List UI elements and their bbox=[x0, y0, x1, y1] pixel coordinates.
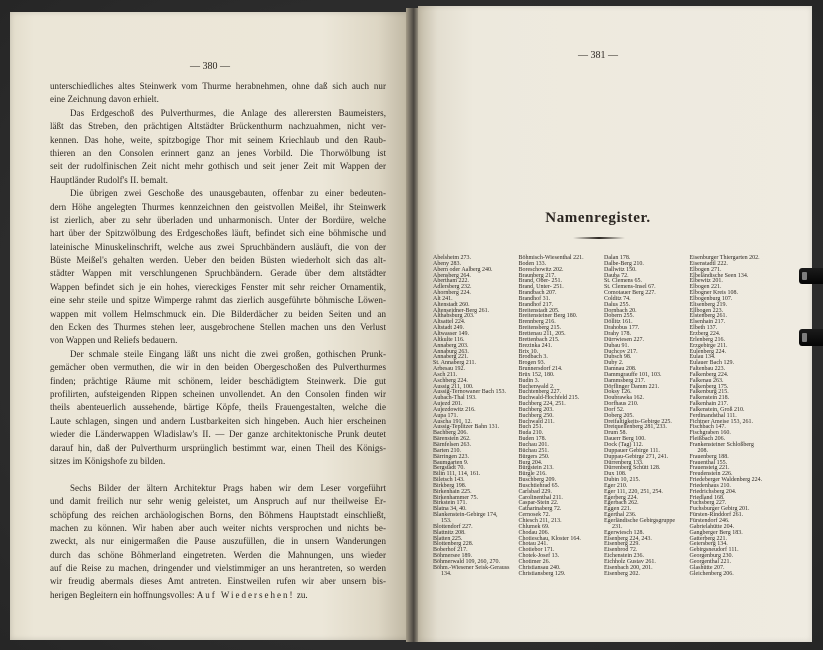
index-column bbox=[519, 256, 601, 577]
index-entry: Chotiebor 171. bbox=[518, 547, 555, 554]
paragraph bbox=[50, 187, 386, 348]
index-entry: Cernosek 72. bbox=[518, 512, 551, 519]
paragraph bbox=[50, 348, 386, 469]
text-line: von Wappen und Reliefs bedauern. bbox=[50, 335, 178, 346]
index-entry: Aubach-Thal 193. bbox=[433, 395, 477, 402]
text-line: eine sehr steile und spitze Wimperge rahmt das zierlich ausgeführte böhmische Löwen- bbox=[50, 295, 386, 306]
index-entry: Dux 108. bbox=[604, 471, 627, 478]
index-entry: Ahornberg 224. bbox=[433, 290, 471, 297]
index-entry: Chodau 206. bbox=[518, 529, 550, 536]
index-entry: Abern oder Aalberg 240. bbox=[433, 266, 493, 273]
index-entry: Brunnersdorf 214. bbox=[518, 366, 563, 373]
index-entry: Elbogenburg 107. bbox=[689, 295, 733, 302]
index-entry: Dörflinger Damm 221. bbox=[604, 383, 660, 390]
index-entry: Elbogen 271. bbox=[689, 266, 722, 273]
index-entry: Eggen 221. bbox=[604, 506, 632, 513]
index-entry: Buden 178. bbox=[518, 436, 547, 443]
index-entry: Chiesch 211, 213. bbox=[518, 517, 562, 524]
text-line: Sechs Bilder der ältern Architektur Prags haben wir dem Leser vorgeführt bbox=[70, 482, 386, 493]
index-entry: Altenseidner-Berg 261. bbox=[433, 307, 490, 314]
index-entry: Burg 204. bbox=[518, 459, 543, 466]
index-entry: Aujezd 201. bbox=[433, 401, 463, 408]
index-entry: Frankensteiner Schloßberg bbox=[689, 442, 754, 448]
index-entry: Falkenhain 217. bbox=[689, 401, 729, 408]
index-entry: Bärringen 223. bbox=[433, 453, 469, 460]
index-entry: Chlumek 69. bbox=[518, 523, 550, 530]
left-page bbox=[10, 12, 410, 640]
text-line: dern Höhe angelegten Thurmes kennzeichnen den geistvollen Meißel, ihr Steinwerk bbox=[50, 201, 386, 212]
index-entry: Braunberg 217. bbox=[518, 272, 556, 279]
index-entry: Brand, Unter- 251. bbox=[518, 284, 564, 291]
index-entry: Fuchsburger Gebirg 201. bbox=[689, 506, 750, 513]
index-entry: Chotimer 26. bbox=[518, 558, 551, 565]
index-entry: Aujezdowitz 216. bbox=[433, 406, 476, 413]
index-entry: Baumgarten 9. bbox=[433, 459, 469, 466]
index-column bbox=[604, 256, 686, 577]
index-entry: Boden 133. bbox=[518, 260, 547, 267]
index-entry: Egerthal 236. bbox=[604, 512, 637, 519]
index-entry: Dürrenberg 133. bbox=[604, 459, 644, 466]
index-entry: Böhm.-Wiesener Seisk-Gerauss bbox=[433, 564, 510, 571]
index-entry: Dürrwiesen 227. bbox=[604, 336, 644, 343]
index-entry: Buda 210. bbox=[518, 430, 544, 437]
text-line: Das Erdgeschoß des Pulverthurmes, die Anlage des allerersten Baumeisters, bbox=[70, 107, 386, 118]
index-entry: Boreschowitz 202. bbox=[518, 266, 564, 273]
index-entry: Fichtner Ameise 153, 261. bbox=[689, 418, 753, 425]
index-entry: Georgenthal 221. bbox=[689, 558, 732, 565]
index-entry: Fischgraben 160. bbox=[689, 430, 731, 437]
index-entry: Comotauer Berg 227. bbox=[604, 290, 656, 297]
index-entry: Georgenburg 230. bbox=[689, 553, 733, 560]
index-entry: Chotek-Josef 13. bbox=[518, 553, 560, 560]
index-entry: 231. bbox=[612, 523, 623, 530]
index-entry: Abertham 222. bbox=[433, 278, 469, 285]
text-line: zweckt, als nur einigermaßen die Pause auszufüllen, die in unsern Wanderungen bbox=[50, 536, 386, 547]
index-entry: Blattnitz 208. bbox=[433, 529, 466, 536]
index-entry: Breitensteiner Berg 180. bbox=[518, 313, 578, 320]
index-entry: Bärnfelsen 263. bbox=[433, 442, 471, 448]
index-entry: Brandhof 31. bbox=[518, 295, 551, 302]
index-entry: Eisenbach 200, 201. bbox=[604, 564, 653, 571]
index-entry: Elbogner Kreis 108. bbox=[689, 290, 738, 297]
text-line: Die übrigen zwei Geschoße des unausgebauten, offenbar zu einer bedeuten- bbox=[70, 188, 386, 199]
index-entry: Bürgstein 213. bbox=[518, 465, 554, 472]
text-line: wappen mit vollem Helmschmuck ein. Die Bilderdächer zu beiden Seiten und an bbox=[50, 308, 386, 319]
text-line: finden; prächtige Räume mit schönem, leider beschädigtem Steinwerk. Die gut bbox=[50, 375, 386, 386]
index-entry: Eisenstadtl 222. bbox=[689, 260, 728, 267]
index-entry: Bilin 111, 114, 161. bbox=[433, 471, 481, 478]
index-entry: Friedeberger Waldenberg 224. bbox=[689, 477, 763, 484]
index-entry: Friedrichsberg 204. bbox=[689, 488, 737, 495]
index-entry: Fuchsberg 227. bbox=[689, 500, 727, 507]
index-entry: Aussig-Teplitzer Bahn 131. bbox=[433, 424, 500, 431]
index-entry: Böhmersee 189. bbox=[433, 553, 472, 560]
index-entry: Frauensteig 221. bbox=[689, 465, 730, 472]
index-entry: Buchberg 250. bbox=[518, 412, 554, 419]
closing-spaced: Auf Wiedersehen! bbox=[196, 589, 295, 600]
text-line: wieder die Länderwappen Wladislaw's II. — Der ganze architektonische Prunk deutet bbox=[50, 429, 386, 440]
index-entry: Elbewitz 201. bbox=[689, 278, 723, 285]
text-line: theils abenteuerlich aussehende, bärtige Köpfe, theils Frauengestalten, welche die bbox=[50, 402, 386, 413]
index-entry: Gebirgsneudorf 111. bbox=[689, 547, 739, 554]
index-entry: Dauerr Berg 100. bbox=[604, 436, 646, 443]
index-entry: Dock (Tag) 112. bbox=[604, 442, 644, 448]
text-line: wir freudig abermals dieses Amt antreten. Einstweilen rufen wir aber unsern bis- bbox=[50, 576, 386, 587]
page-title: Namenregister. bbox=[545, 210, 651, 226]
index-entry: Dreifaltigkeits-Gebirge 225. bbox=[604, 418, 672, 425]
index-entry: Dornbach 20. bbox=[604, 307, 637, 314]
index-entry: Elbeländische Seen 134. bbox=[689, 272, 749, 279]
index-entry: Fischbach 147. bbox=[689, 424, 726, 431]
index-entry: Falkenberg 224. bbox=[689, 371, 729, 378]
index-entry: Bergstadt 70. bbox=[433, 465, 465, 472]
index-entry: Eisenburger Thiergarten 202. bbox=[689, 255, 760, 261]
index-entry: Buchberg 224, 251. bbox=[518, 401, 566, 408]
text-line: Wappen befindet sich je ein hohes, viereckiges Fenster mit sehr reicher Ornamentik, bbox=[50, 281, 386, 292]
index-entry: Falkenstein, Groß 210. bbox=[689, 406, 745, 413]
index-entry: Carolinenthal 211. bbox=[518, 494, 563, 501]
index-entry: Dreiquellenberg 281, 233. bbox=[604, 424, 667, 431]
index-entry: Dalus 255. bbox=[604, 301, 630, 308]
text-line: thieren an den Consolen erinnert ganz an jenes Vorbild. Die Thorwölbung ist bbox=[50, 147, 386, 158]
index-entry: Birkenhain 225. bbox=[433, 488, 472, 495]
index-entry: Abeny 283. bbox=[433, 260, 461, 267]
index-entry: Doksy 126. bbox=[604, 389, 632, 396]
index-entry: Brandbach 207. bbox=[518, 290, 557, 297]
index-entry: Duppauer Gebirge 111. bbox=[604, 447, 660, 454]
index-entry: Duppau-Gebirge 271, 241. bbox=[604, 453, 669, 460]
index-entry: Annaburg 263. bbox=[433, 348, 469, 355]
text-line: eine Zeichnung davon erhielt. bbox=[50, 94, 159, 105]
index-entry: Breitenstadt 205. bbox=[518, 307, 560, 314]
right-page bbox=[418, 6, 812, 642]
index-entry: Biletsch 143. bbox=[433, 477, 465, 484]
index-entry: Böhmerwald 109, 260, 270. bbox=[433, 558, 500, 565]
text-line: Laute schlagen, singen und andern Lustbarkeiten sich hingeben. Auch hier erscheinen bbox=[50, 415, 386, 426]
index-entry: Eichholz Gustav 261. bbox=[604, 558, 656, 565]
index-entry: Buchenwald 2. bbox=[518, 383, 555, 390]
text-line: und damit freilich nur sehr wenig geleistet, um Anspruch auf nur theilweise Er- bbox=[50, 496, 386, 507]
index-entry: Dürrenberg Schütt 128. bbox=[604, 465, 661, 472]
index-entry: Eger 210. bbox=[604, 482, 628, 489]
index-entry: Altkulte 116. bbox=[433, 336, 465, 343]
index-entry: Aussig-Ternowaner Bach 153. bbox=[433, 389, 507, 396]
index-entry: Brodbach 3. bbox=[518, 354, 548, 361]
index-entry: Buch 251. bbox=[518, 424, 544, 431]
index-entry: Brix 10. bbox=[518, 348, 539, 355]
index-entry: Dubsch 98. bbox=[604, 354, 632, 361]
index-entry: Fürstendorf 246. bbox=[689, 517, 730, 524]
index-entry: Carlsbad 229. bbox=[518, 488, 552, 495]
index-entry: Blottendorf 227. bbox=[433, 523, 473, 530]
text-line: darauf hin, daß der Pulverthurm ursprünglich bestimmt war, einen Theil des Königs- bbox=[50, 442, 386, 453]
index-entry: Aussig 211, 100. bbox=[433, 383, 474, 390]
index-entry: Catharinaberg 72. bbox=[518, 506, 562, 513]
index-entry: Dubin 10, 215. bbox=[604, 477, 640, 484]
index-entry: Aschberg 224. bbox=[433, 377, 468, 384]
left-page-text bbox=[50, 80, 386, 602]
index-entry: Elbeth 137. bbox=[689, 325, 718, 332]
index-entry: Ferdinandsthal 111. bbox=[689, 412, 737, 419]
text-line: seit der rudolfinischen Zeit nicht mehr gothisch und seit jener Zeit mit Wappen der bbox=[50, 161, 386, 172]
index-entry: Buchwald-Hochfeld 215. bbox=[518, 395, 580, 402]
index-entry: Auscha 191, 12. bbox=[433, 418, 472, 425]
index-entry: Asch 211. bbox=[433, 371, 458, 378]
page-number-left: — 380 — bbox=[190, 61, 230, 72]
index-entry: Brand, Ober- 251. bbox=[518, 278, 563, 285]
index-entry: Elstenberg 261. bbox=[689, 313, 728, 320]
index-entry: Egerberg 224. bbox=[604, 494, 638, 501]
index-entry: Arbesau 192. bbox=[433, 366, 465, 373]
page-number-right: — 381 — bbox=[578, 50, 618, 61]
index-entry: Dammsberg 217. bbox=[604, 377, 646, 384]
index-entry: Bürgle 216. bbox=[518, 471, 547, 478]
index-entry: Eulau 134. bbox=[689, 354, 716, 361]
title-rule bbox=[573, 237, 625, 239]
index-entry: Brettenbach 215. bbox=[518, 336, 560, 343]
index-entry: Eisenbrod 72. bbox=[604, 547, 638, 554]
index-entry: Eisenberg 229. bbox=[604, 541, 640, 548]
text-line: auf die Reise zu machen, dringender und vielstimmiger an uns herantreten, so werden bbox=[50, 563, 386, 574]
index-entry: Birkenhammer 75. bbox=[433, 494, 478, 501]
index-entry: Faltenbau 223. bbox=[689, 366, 726, 373]
index-entry: Doberg 205. bbox=[604, 412, 634, 419]
text-line: durch das schöne Böhmerland eingetreten. Werden die Mahnungen, uns wieder bbox=[50, 549, 386, 560]
text-line: gemächer oben vermuthen, die wir in den beiden Obergeschoßen des Pulverthurmes bbox=[50, 362, 386, 373]
index-entry: Buchberg 203. bbox=[518, 406, 554, 413]
index-entry: Dorf 52. bbox=[604, 406, 625, 413]
index-entry: Chotau 241. bbox=[518, 541, 548, 548]
index-entry: Duby 2. bbox=[604, 360, 624, 367]
index-entry: Brogen 93. bbox=[518, 360, 546, 367]
index-entry: Egerbach 262. bbox=[604, 500, 639, 507]
index-entry: Blatna 34, 40. bbox=[433, 506, 467, 513]
index-entry: Eisenberg 202. bbox=[604, 570, 640, 577]
index-entry: Ellbogen 223. bbox=[689, 307, 724, 314]
index-entry: Bürgers 250. bbox=[518, 453, 550, 460]
index-entry: Elbogen 221. bbox=[689, 284, 722, 291]
index-entry: Geiersberg 134. bbox=[689, 541, 728, 548]
text-line: unterschiedliches altes Steinwerk vom Thurme herabnehmen, ohne daß sich auch nur bbox=[50, 81, 386, 91]
binder-clip-upper bbox=[799, 268, 823, 284]
text-line: den Ecken des Thurmes stehen leer, ausgebrochene Stellen machen uns den Verlust bbox=[50, 322, 386, 333]
index-entry: Gatterberg 221. bbox=[689, 535, 728, 542]
index-entry: Blottenberg 228. bbox=[433, 541, 474, 548]
index-entry: Abensberg 264. bbox=[433, 272, 471, 279]
index-entry: Falkenburg 215. bbox=[689, 389, 729, 396]
index-entry: Brennberg 216. bbox=[518, 319, 556, 326]
index-entry: Althabsburg 203. bbox=[433, 313, 475, 320]
index-entry: Gleichenberg 206. bbox=[689, 570, 734, 577]
index-entry: Altwasser 149. bbox=[433, 330, 469, 337]
index-entry: Christiansau 240. bbox=[518, 564, 561, 571]
closing-before: herigen Begleitern ein hoffnungsvolles: bbox=[50, 589, 195, 600]
index-entry: Elisenberg 219. bbox=[689, 301, 728, 308]
index-entry: Dalan 178. bbox=[604, 255, 631, 261]
index-entry: Eger 111, 220, 251, 254. bbox=[604, 488, 663, 495]
index-entry: Dobern 255. bbox=[604, 313, 634, 320]
text-line: läßt das Streben, den prächtigen Altstädter Brückenthurm nachzuahmen, nicht ver- bbox=[50, 121, 386, 132]
index-entry: Drahobus 177. bbox=[604, 325, 640, 332]
index-entry: Fürsten-Rinddorf 261. bbox=[689, 512, 744, 519]
index-entry: Gabrielahütte 204. bbox=[689, 523, 735, 530]
index-entry: Bachberg 206. bbox=[433, 430, 468, 437]
index-entry: Freudenstein 226. bbox=[689, 471, 733, 478]
index-entry: Abelsheim 273. bbox=[433, 255, 471, 261]
index-entry: Falkenau 263. bbox=[689, 377, 724, 384]
index-entry: Buchtenberg 227. bbox=[518, 389, 562, 396]
binder-clip-lower bbox=[799, 329, 823, 346]
index-entry: Buchwald 211. bbox=[518, 418, 555, 425]
index-column bbox=[433, 256, 515, 577]
index-entry: Eichenstein 236. bbox=[604, 553, 644, 560]
index-columns bbox=[418, 256, 812, 586]
index-entry: Dubau 91. bbox=[604, 342, 629, 349]
index-entry: Boberhof 217. bbox=[433, 547, 468, 554]
index-entry: Breitensberg 215. bbox=[518, 325, 562, 332]
index-entry: Büchau 251. bbox=[518, 447, 549, 454]
index-entry: Elsenhain 217. bbox=[689, 319, 726, 326]
index-entry: Chotieschau, Kloster 164. bbox=[518, 535, 581, 542]
index-entry: Doubrawka 162. bbox=[604, 395, 644, 402]
index-entry: Brettenau 211, 205. bbox=[518, 330, 566, 337]
index-entry: Birkstein 171. bbox=[433, 500, 467, 507]
paragraph bbox=[50, 482, 386, 603]
text-line: machen zu können. Wir haben aber auch weiter nichts versprochen und nichts be- bbox=[50, 522, 386, 533]
index-entry: Erlenberg 216. bbox=[689, 336, 726, 343]
index-entry: Eulenberg 224. bbox=[689, 348, 727, 355]
index-entry: Budin 3. bbox=[518, 377, 540, 384]
index-entry: Annaberg 203. bbox=[433, 342, 469, 349]
index-entry: Adlersberg 232. bbox=[433, 284, 472, 291]
text-line: Hauptländer Rudolf's II. bemalt. bbox=[50, 174, 168, 185]
index-entry: Friedland 168. bbox=[689, 494, 725, 501]
index-entry: Egerwiesch 128. bbox=[604, 529, 644, 536]
closing-after: zu. bbox=[296, 589, 308, 600]
index-entry: Christiansberg 129. bbox=[518, 570, 566, 577]
text-line: schöpfung des reichen archäologischen Borns, den Böhmens Hauptstadt einschließt, bbox=[50, 509, 386, 520]
index-entry: Alt 241. bbox=[433, 295, 453, 302]
index-entry: Colditz 74. bbox=[604, 295, 631, 302]
index-entry: Böhmisch-Wiesenthal 221. bbox=[518, 255, 584, 261]
closing-line bbox=[50, 589, 386, 602]
index-entry: Caspar-Stein 22. bbox=[518, 500, 559, 507]
index-entry: Aupa 171. bbox=[433, 412, 458, 419]
index-entry: Altsattel 224. bbox=[433, 319, 466, 326]
index-entry: Frauenberg 188. bbox=[689, 453, 729, 460]
index-entry: Friedenhaus 210. bbox=[689, 482, 731, 489]
index-entry: Blankenstein-Gebirge 174, bbox=[433, 512, 498, 519]
text-line: kennen. Das hohe, weite, spitzbogige Thor mit seinem Kriechlaub und den Raub- bbox=[50, 134, 386, 145]
index-entry: Dalbe-Berg 210. bbox=[604, 260, 644, 267]
index-entry: Brezinka 241. bbox=[518, 342, 553, 349]
index-entry: Dorfhaus 210. bbox=[604, 401, 639, 408]
index-entry: 134. bbox=[441, 570, 452, 577]
index-entry: St. Clemens 65. bbox=[604, 278, 643, 285]
paragraph bbox=[50, 107, 386, 187]
index-entry: Dauba 72. bbox=[604, 272, 629, 279]
index-entry: Bärenstein 262. bbox=[433, 436, 471, 443]
index-entry: Erzgebirge 211. bbox=[689, 342, 728, 349]
index-entry: Dallwitz 150. bbox=[604, 266, 637, 273]
index-entry: Buschtiehrad 65. bbox=[518, 482, 560, 489]
index-entry: Egerländische Gebirgsgruppe bbox=[604, 517, 676, 524]
index-entry: Altstadt 249. bbox=[433, 325, 464, 332]
index-entry: Fleißbach 206. bbox=[689, 436, 726, 443]
paragraph bbox=[50, 80, 386, 107]
text-line: städter Wappen mit verschlungenen Spruchbändern. Gerade über dem altstädter bbox=[50, 268, 386, 279]
index-entry: St. Clemens-Insel 67. bbox=[604, 284, 656, 291]
text-line: ist zierlich, aber zu sehr überladen und unharmonisch. Unter der Bordüre, welche bbox=[50, 214, 386, 225]
index-entry: 153. bbox=[441, 517, 452, 524]
index-entry: St. Annaberg 211. bbox=[433, 360, 476, 367]
text-line: Der schmale steile Eingang läßt uns nicht die zwei großen, gothischen Prunk- bbox=[70, 348, 386, 359]
index-entry: Brandhof 217. bbox=[518, 301, 554, 308]
index-entry: Brüx 152, 180. bbox=[518, 371, 555, 378]
index-entry: Drum 58. bbox=[604, 430, 627, 437]
index-entry: Falkenberg 175. bbox=[689, 383, 729, 390]
text-line: sitzes im Königshofe zu bilden. bbox=[50, 455, 166, 466]
index-entry: Falkenstein 218. bbox=[689, 395, 730, 402]
index-entry: Duchcov 217. bbox=[604, 348, 638, 355]
index-entry: Frauenthal 155. bbox=[689, 459, 728, 466]
text-line: Büste Meißel's gehalten werden. Ueber den beiden Büsten wiederholt sich das alt- bbox=[50, 255, 386, 266]
index-entry: Drahy 178. bbox=[604, 330, 631, 337]
index-entry: Birkberg 198. bbox=[433, 482, 467, 489]
text-line: hart über der Spitzwölbung des Erdgeschoßes läuft, befindet sich eine böhmische und bbox=[50, 228, 386, 239]
text-line: profilirten, aufsteigenden Rippen scheinen unvollendet. An den Consolen finden wir bbox=[50, 388, 386, 399]
index-entry: Blatten 225. bbox=[433, 535, 463, 542]
index-entry: Eisenberg 224, 243. bbox=[604, 535, 652, 542]
index-entry: Barten 210. bbox=[433, 447, 461, 454]
text-line: lateinische Minuskelinschrift, welche aus zwei Spruchbändern ausläuft, die von der bbox=[50, 241, 386, 252]
index-entry: Eulauer Bach 129. bbox=[689, 360, 734, 367]
index-entry: Gangberger Berg 183. bbox=[689, 529, 743, 536]
index-entry: Döllitz 161. bbox=[604, 319, 633, 326]
index-entry: Damnau 208. bbox=[604, 366, 637, 373]
index-entry: Annaberg 221. bbox=[433, 354, 469, 361]
index-column bbox=[690, 256, 772, 577]
index-entry: Altenstadt 260. bbox=[433, 301, 470, 308]
index-entry: Dammgrauffe 101, 103. bbox=[604, 371, 662, 378]
index-entry: Glashütte 207. bbox=[689, 564, 725, 571]
index-entry: Buchau 201. bbox=[518, 442, 549, 448]
index-entry: 208. bbox=[697, 447, 708, 454]
index-entry: Buschberg 209. bbox=[518, 477, 557, 484]
index-entry: Erzberg 224. bbox=[689, 330, 721, 337]
